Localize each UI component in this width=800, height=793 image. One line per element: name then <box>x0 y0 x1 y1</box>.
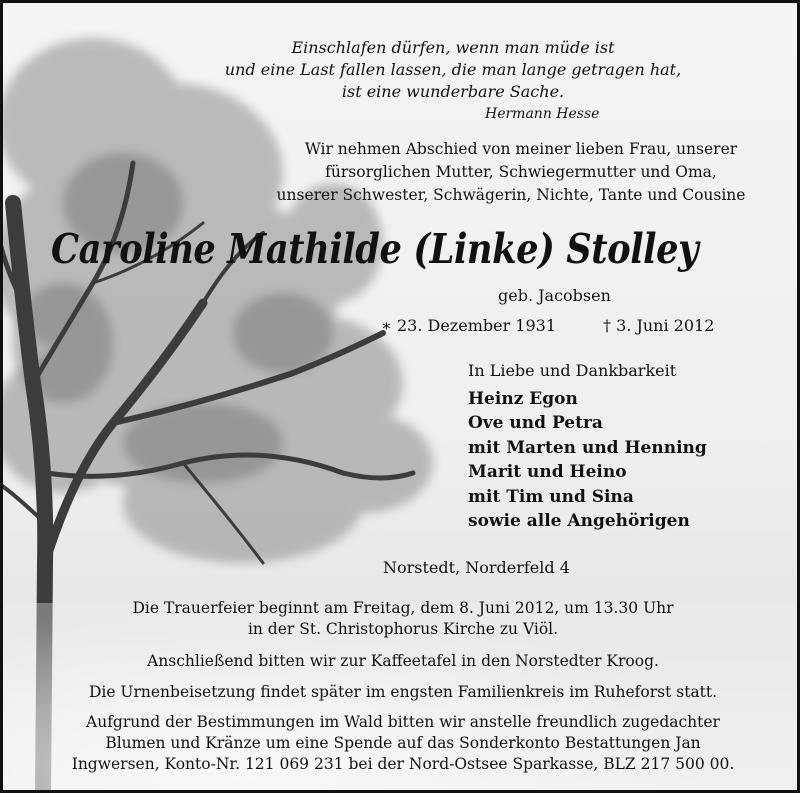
mourners-heading: In Liebe und Dankbarkeit <box>468 361 677 380</box>
deceased-name: Caroline Mathilde (Linke) Stolley <box>51 225 699 273</box>
birth-date: ∗ 23. Dezember 1931 <box>381 316 557 335</box>
funeral-info-line: in der St. Christophorus Kirche zu Viöl. <box>247 620 559 638</box>
quote-line: und eine Last fallen lassen, die man lange getragen hat, <box>224 60 682 79</box>
tree-background-illustration <box>3 3 800 793</box>
intro-line: fürsorglichen Mutter, Schwiegermutter und Oma, <box>325 163 717 181</box>
coffee-info: Anschließend bitten wir zur Kaffeetafel in den Norstedter Kroog. <box>147 652 659 670</box>
mourner-name: mit Tim und Sina <box>468 487 634 507</box>
quote-line: Einschlafen dürfen, wenn man müde ist <box>291 38 615 57</box>
donation-info-line: Blumen und Kränze um eine Spende auf das Sonderkonto Bestattungen Jan <box>105 734 701 752</box>
quote-line: ist eine wunderbare Sache. <box>341 82 565 101</box>
intro-line: unserer Schwester, Schwägerin, Nichte, Tante und Cousine <box>276 186 746 204</box>
donation-info-line: Ingwersen, Konto-Nr. 121 069 231 bei der Nord-Ostsee Sparkasse, BLZ 217 500 00. <box>71 755 735 773</box>
mourner-name: Ove und Petra <box>468 413 603 433</box>
urn-info: Die Urnenbeisetzung findet später im engsten Familienkreis im Ruheforst statt. <box>88 683 718 701</box>
death-date: † 3. Juni 2012 <box>603 316 715 335</box>
address: Norstedt, Norderfeld 4 <box>383 558 570 577</box>
intro-line: Wir nehmen Abschied von meiner lieben Frau, unserer <box>304 140 738 158</box>
mourner-name: mit Marten und Henning <box>468 438 707 458</box>
mourner-name: Heinz Egon <box>468 389 578 409</box>
mourner-name: Marit und Heino <box>468 462 627 482</box>
quote-author: Hermann Hesse <box>485 106 600 122</box>
funeral-info-line: Die Trauerfeier beginnt am Freitag, dem 8. Juni 2012, um 13.30 Uhr <box>132 599 674 617</box>
mourner-name: sowie alle Angehörigen <box>468 511 690 531</box>
maiden-name: geb. Jacobsen <box>498 286 611 305</box>
donation-info-line: Aufgrund der Bestimmungen im Wald bitten wir anstelle freundlich zugedachter <box>86 713 720 731</box>
